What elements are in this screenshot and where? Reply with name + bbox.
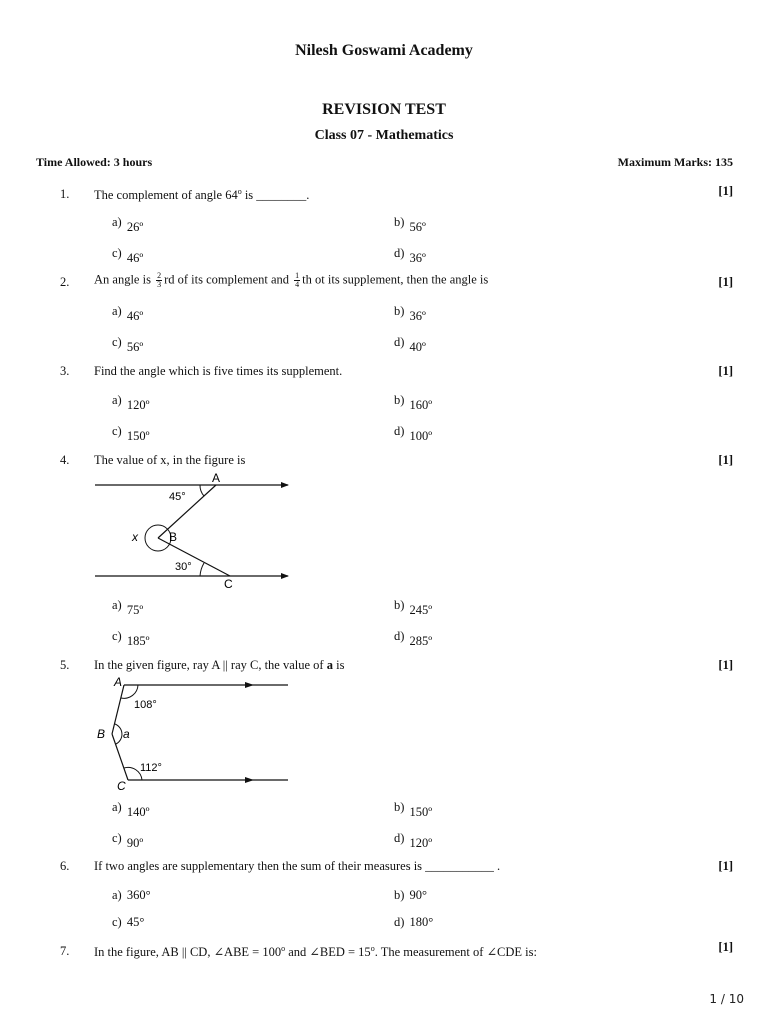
question-number: 6. <box>60 859 70 873</box>
angle-label-112: 112° <box>140 762 162 774</box>
label-c: C <box>117 779 126 793</box>
option-c[interactable]: c) 90º <box>112 831 144 850</box>
option-a[interactable]: a) 360° <box>112 888 151 902</box>
question-text: In the given figure, ray A || ray C, the value of a is <box>94 658 345 672</box>
fraction-one-quarter: $\frac{1}{4}$ <box>295 271 300 289</box>
option-d[interactable]: d) 100º <box>394 424 433 443</box>
angle-label-30: 30° <box>175 561 192 573</box>
option-a[interactable]: a) 46º <box>112 304 144 323</box>
option-c[interactable]: c) 150º <box>112 424 150 443</box>
test-title: REVISION TEST <box>322 101 446 118</box>
option-a[interactable]: a) 75º <box>112 598 144 617</box>
degree-symbol: o <box>281 944 286 953</box>
label-a: A <box>114 675 123 689</box>
option-a[interactable]: a) 140º <box>112 800 150 819</box>
question-marks: [1] <box>718 275 733 289</box>
angle-arc-45 <box>200 485 204 496</box>
question-marks: [1] <box>718 453 733 467</box>
angle-arc-a <box>115 724 122 744</box>
question-number: 2. <box>60 275 70 289</box>
question-number: 7. <box>60 944 70 958</box>
option-b[interactable]: b) 245º <box>394 598 433 617</box>
fraction-two-thirds: $\frac{2}{3}$ <box>157 271 162 289</box>
option-d[interactable]: d) 180° <box>394 915 434 929</box>
question-text: If two angles are supplementary then the sum of their measures is ___________ . <box>94 859 501 873</box>
question-number: 5. <box>60 658 70 672</box>
option-d[interactable]: d) 36º <box>394 246 426 265</box>
question-marks: [1] <box>718 184 733 198</box>
question-marks: [1] <box>718 859 733 873</box>
option-b[interactable]: b) 56º <box>394 215 426 234</box>
question-number: 1. <box>60 187 70 201</box>
label-c: C <box>224 577 233 591</box>
option-c[interactable]: c) 56º <box>112 335 144 354</box>
option-b[interactable]: b) 160º <box>394 393 433 412</box>
option-d[interactable]: d) 40º <box>394 335 426 354</box>
angle-label-108: 108° <box>134 699 157 711</box>
label-b: B <box>97 727 106 741</box>
parallel-rays-figure-a <box>90 674 300 794</box>
question-number: 3. <box>60 364 70 378</box>
question-text: The complement of angle 64$^o$ is ________. <box>94 187 310 203</box>
option-c[interactable]: c) 185º <box>112 629 150 648</box>
question-marks: [1] <box>718 658 733 672</box>
question-marks: [1] <box>718 940 733 954</box>
option-b[interactable]: b) 90° <box>394 888 428 902</box>
maximum-marks: Maximum Marks: 135 <box>617 155 733 169</box>
question-text: In the figure, AB || CD, ∠ABE = $100^o$ and ∠BED = $15^o$. The measurement of ∠CDE is: <box>94 944 537 960</box>
page-number: 1 / 10 <box>709 992 744 1006</box>
option-a[interactable]: a) 26º <box>112 215 144 234</box>
question-text: An angle is $\frac{2}{3}$ rd of its complement and $\frac{1}{4}$ th ot its supplement, then the angle is <box>94 271 489 289</box>
option-c[interactable]: c) 46º <box>112 246 144 265</box>
class-subject: Class 07 - Mathematics <box>314 128 454 143</box>
label-angle-a: a <box>123 727 130 741</box>
time-allowed: Time Allowed: 3 hours <box>36 155 153 169</box>
question-number: 4. <box>60 453 70 467</box>
option-b[interactable]: b) 150º <box>394 800 433 819</box>
option-c[interactable]: c) 45° <box>112 915 145 929</box>
question-text: The value of x, in the figure is <box>94 453 246 467</box>
segment-ab <box>158 485 216 538</box>
question-text: Find the angle which is five times its supplement. <box>94 364 343 378</box>
option-b[interactable]: b) 36º <box>394 304 426 323</box>
option-d[interactable]: d) 120º <box>394 831 433 850</box>
angle-label-45: 45° <box>169 491 186 503</box>
angle-arc-30 <box>200 563 204 576</box>
label-b: B <box>169 530 178 544</box>
degree-symbol: o <box>370 944 375 953</box>
parallel-lines-figure-x <box>90 470 300 592</box>
academy-name: Nilesh Goswami Academy <box>295 42 473 59</box>
option-d[interactable]: d) 285º <box>394 629 433 648</box>
question-marks: [1] <box>718 364 733 378</box>
option-a[interactable]: a) 120º <box>112 393 150 412</box>
label-a: A <box>212 471 221 485</box>
degree-symbol: o <box>237 187 242 196</box>
label-x: x <box>132 530 138 544</box>
